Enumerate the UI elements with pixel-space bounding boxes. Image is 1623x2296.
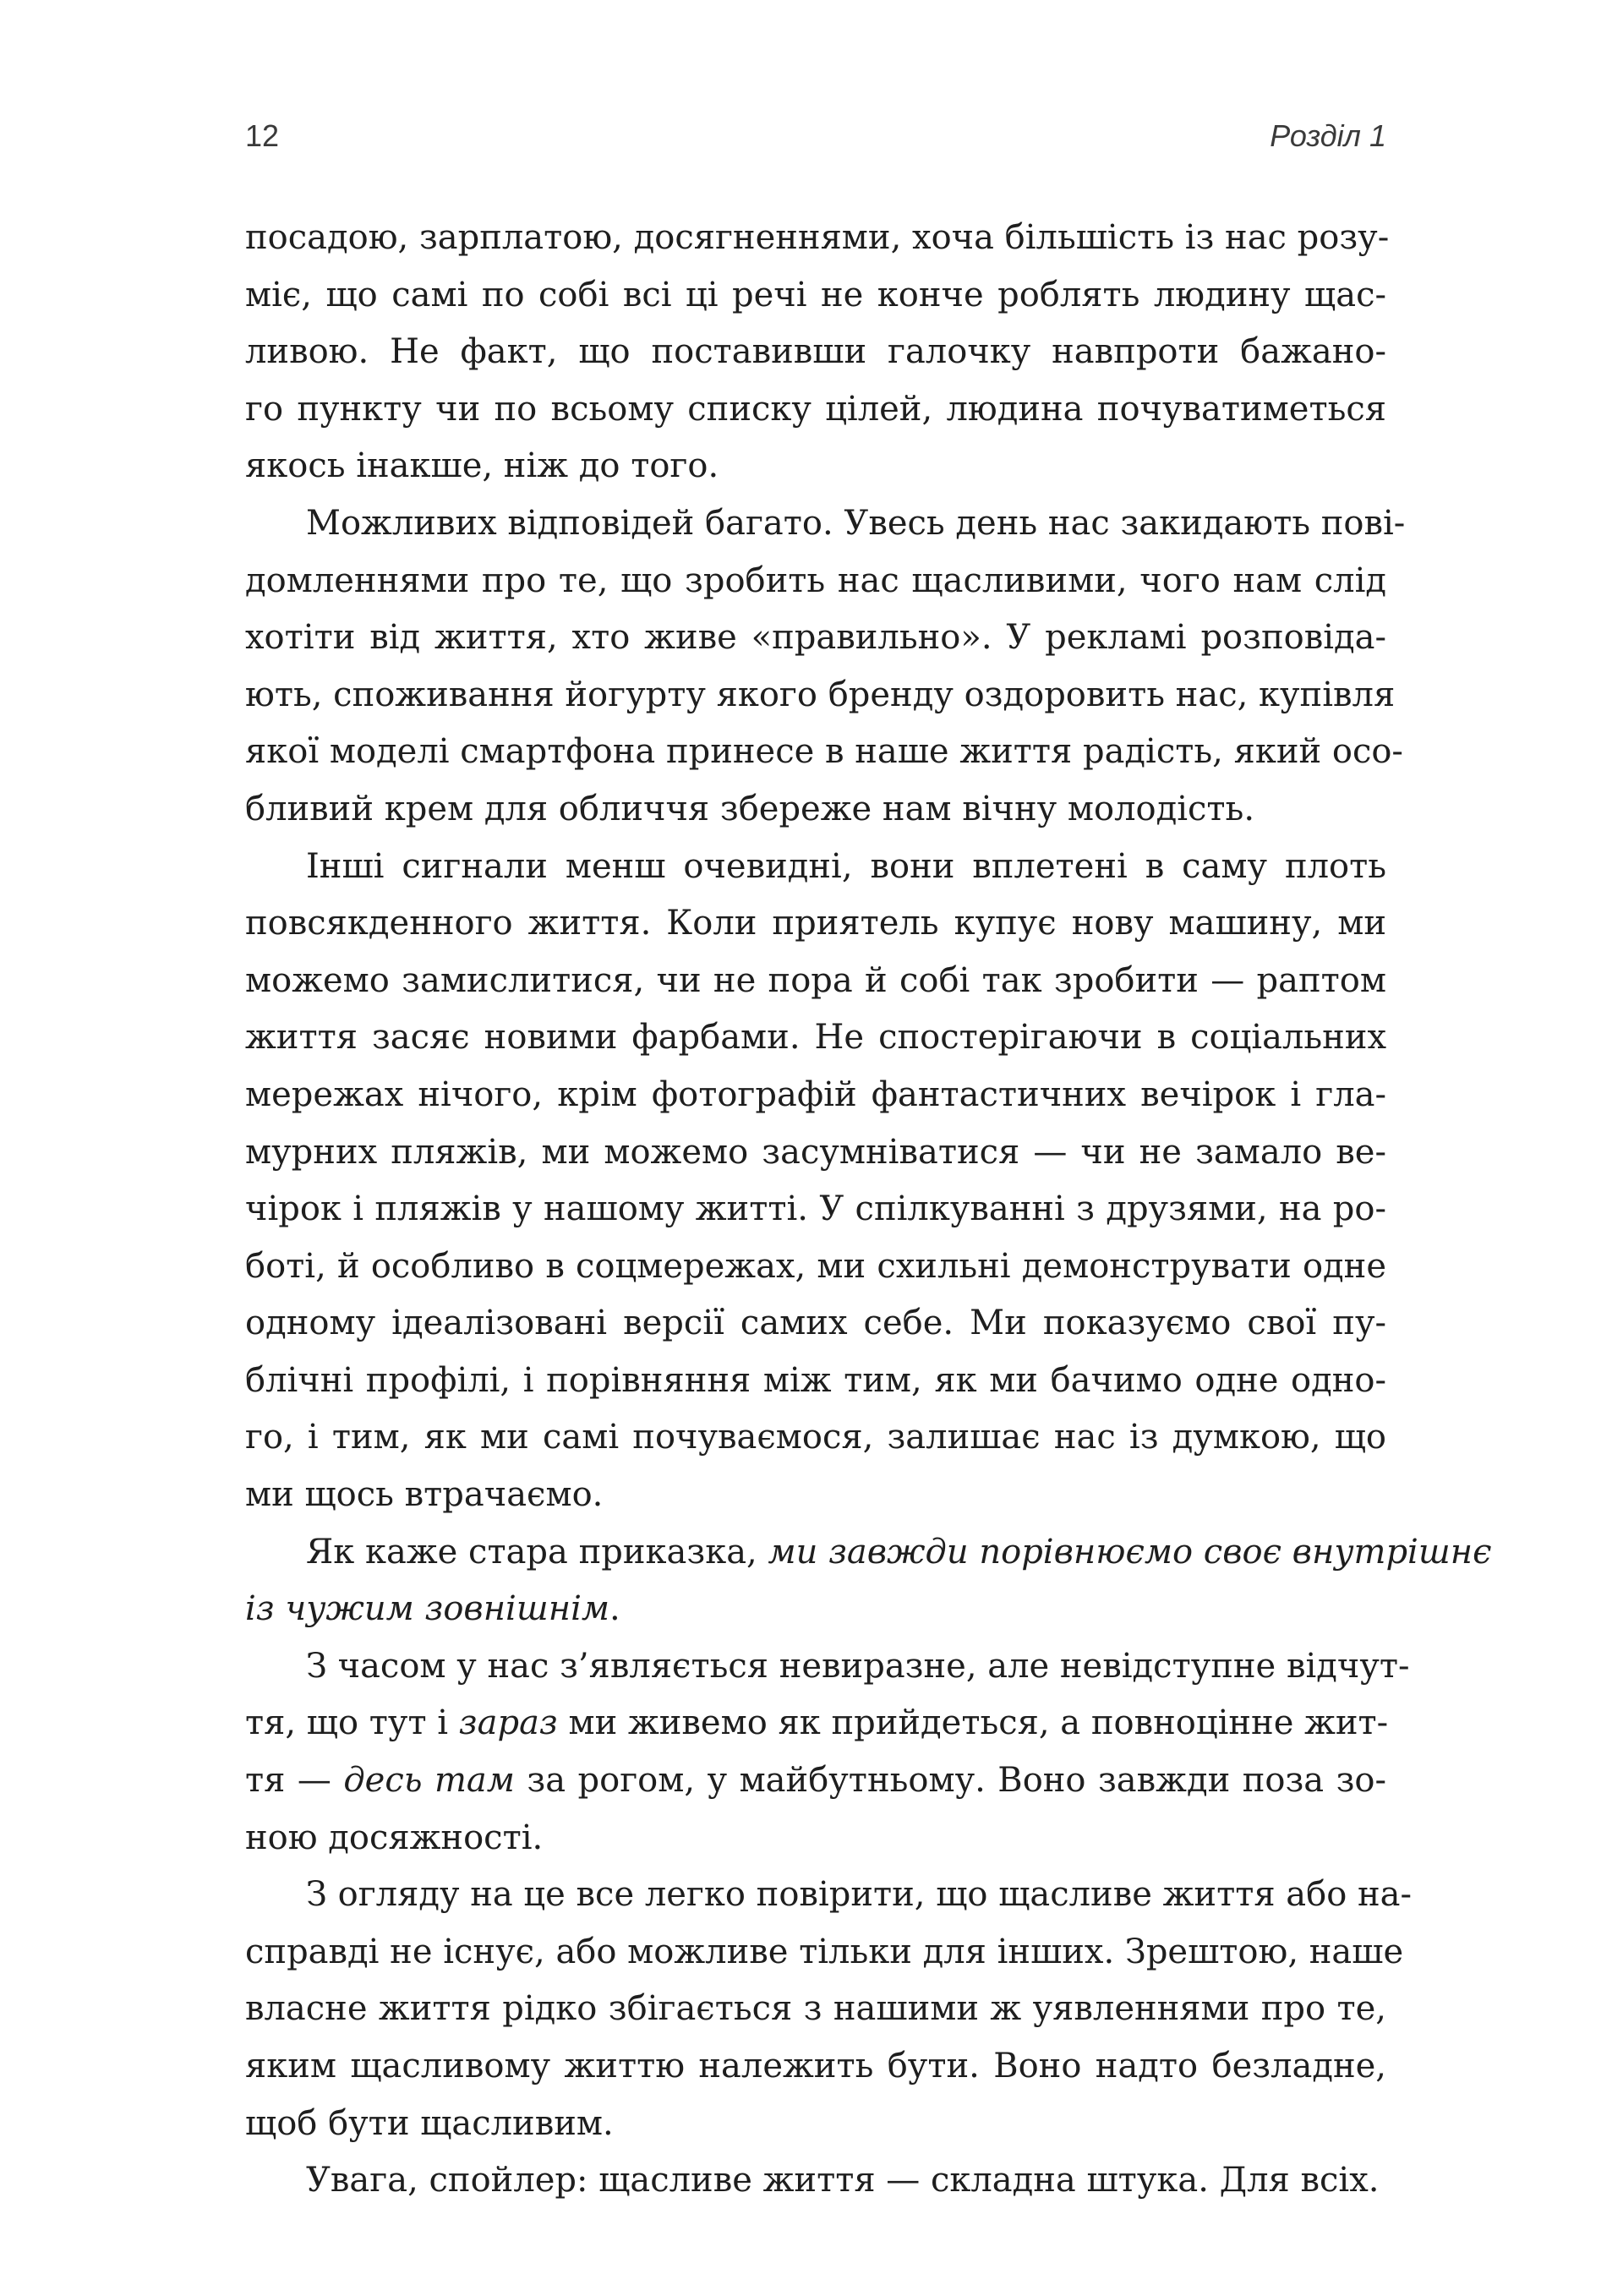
text-line xyxy=(245,667,1396,724)
italic-segment: зараз xyxy=(458,1703,558,1743)
text-line xyxy=(245,2096,1386,2153)
text-segment: ми живемо як прийдеться, а повноцінне жит- xyxy=(557,1703,1389,1743)
text-line xyxy=(245,1752,1386,1810)
text-segment: щоб бути щасливим. xyxy=(245,2103,614,2143)
text-segment: власне життя рідко збігається з нашими ж уявленнями про те, xyxy=(245,1989,1386,2029)
text-segment: можемо замислитися, чи не пора й собі так зробити — раптом xyxy=(245,960,1386,1000)
text-segment: одному ідеалізовані версії самих себе. Ми показуємо свої пу- xyxy=(245,1304,1386,1343)
text-segment: ють, споживання йогурту якого бренду оздоровить нас, купівля xyxy=(245,675,1396,714)
text-segment: якої моделі смартфона принесе в наше життя радість, який осо- xyxy=(245,732,1403,772)
text-line xyxy=(245,1524,1492,1582)
text-line xyxy=(245,1695,1389,1752)
text-line xyxy=(245,1067,1386,1124)
text-segment: домленнями про те, що зробить нас щасливими, чого нам слід xyxy=(245,560,1386,600)
text-segment: чірок і пляжів у нашому житті. У спілкуванні з друзями, на ро- xyxy=(245,1189,1386,1229)
text-line xyxy=(245,267,1386,325)
text-segment: Інші сигнали менш очевидні, вони вплетені в саму плоть xyxy=(306,846,1386,886)
text-line xyxy=(245,953,1386,1010)
text-segment: Увага, спойлер: щасливе життя — складна штука. Для всіх. xyxy=(306,2161,1380,2200)
text-line xyxy=(245,324,1386,381)
text-line xyxy=(245,839,1386,896)
text-line xyxy=(245,2038,1386,2096)
text-line xyxy=(245,1295,1386,1353)
text-line xyxy=(245,1238,1386,1296)
paragraph xyxy=(245,495,1406,839)
text-line xyxy=(245,381,1386,439)
paragraph xyxy=(245,839,1386,1524)
text-segment: посадою, зарплатою, досягненнями, хоча більшість із нас розу- xyxy=(245,218,1390,257)
text-segment: го, і тим, як ми самі почуваємося, залишає нас із думкою, що xyxy=(245,1418,1386,1457)
paragraph xyxy=(245,1638,1410,1867)
italic-segment: із чужим зовнішнім xyxy=(245,1589,610,1629)
text-line xyxy=(245,610,1386,667)
text-segment: справді не існує, або можливе тільки для інших. Зрештою, наше xyxy=(245,1932,1404,1971)
text-line xyxy=(245,1638,1410,1696)
text-segment: хотіти від життя, хто живе «правильно». У рекламі розповіда- xyxy=(245,618,1386,658)
text-segment: яким щасливому життю належить бути. Воно надто безладне, xyxy=(245,2047,1386,2086)
text-segment: за рогом, у майбутньому. Воно завжди поза зо- xyxy=(514,1761,1387,1801)
text-segment: го пункту чи по всьому списку цілей, людина почуватиметься xyxy=(245,389,1386,429)
text-line xyxy=(245,495,1406,553)
chapter-label: Розділ 1 xyxy=(1270,118,1386,153)
text-segment: Як каже стара приказка, xyxy=(306,1532,768,1572)
text-line xyxy=(245,1181,1386,1238)
paragraph xyxy=(245,210,1390,495)
text-segment: ми щось втрачаємо. xyxy=(245,1475,604,1515)
text-segment: З часом у нас з’являється невиразне, але невідступне відчут- xyxy=(306,1646,1410,1686)
text-line xyxy=(245,1124,1386,1182)
text-line xyxy=(245,438,1386,495)
text-segment: мурних пляжів, ми можемо засумніватися — чи не замало ве- xyxy=(245,1132,1386,1172)
italic-segment: ми завжди порівнюємо своє внутрішнє xyxy=(768,1532,1492,1572)
text-line xyxy=(245,1867,1413,1924)
body-text xyxy=(245,210,1492,2210)
text-line xyxy=(245,1924,1404,1982)
text-line xyxy=(245,2152,1386,2210)
text-line xyxy=(245,1409,1386,1467)
text-line xyxy=(245,1009,1386,1067)
text-line xyxy=(245,1581,1386,1638)
text-segment: міє, що самі по собі всі ці речі не конче роблять людину щас- xyxy=(245,275,1386,314)
text-line xyxy=(245,895,1386,953)
paragraph xyxy=(245,1867,1413,2152)
text-segment: тя, що тут і xyxy=(245,1703,459,1743)
text-line xyxy=(245,210,1390,267)
text-segment: З огляду на це все легко повірити, що щасливе життя або на- xyxy=(306,1875,1413,1915)
page-number: 12 xyxy=(245,118,280,153)
text-segment: Можливих відповідей багато. Увесь день нас закидають пові- xyxy=(306,503,1406,543)
text-segment: життя засяє новими фарбами. Не спостерігаючи в соціальних xyxy=(245,1018,1386,1058)
text-line xyxy=(245,781,1386,839)
paragraph xyxy=(245,1524,1492,1638)
text-line xyxy=(245,553,1386,610)
text-segment: блічні профілі, і порівняння між тим, як ми бачимо одне одно- xyxy=(245,1360,1386,1400)
text-segment: ною досяжності. xyxy=(245,1818,544,1857)
text-line xyxy=(245,1467,1386,1524)
text-segment: . xyxy=(609,1589,620,1629)
text-line xyxy=(245,1981,1386,2038)
text-segment: мережах нічого, крім фотографій фантастичних вечірок і гла- xyxy=(245,1074,1386,1114)
text-segment: ливою. Не факт, що поставивши галочку навпроти бажано- xyxy=(245,332,1386,372)
running-head xyxy=(245,118,1386,169)
text-segment: боті, й особливо в соцмережах, ми схильні демонструвати одне xyxy=(245,1246,1386,1286)
text-line xyxy=(245,724,1403,781)
text-segment: тя — xyxy=(245,1761,344,1801)
italic-segment: десь там xyxy=(343,1761,515,1801)
text-segment: якось інакше, ніж до того. xyxy=(245,446,719,486)
text-segment: бливий крем для обличчя збереже нам вічну молодість. xyxy=(245,789,1255,828)
text-segment: повсякденного життя. Коли приятель купує нову машину, ми xyxy=(245,904,1386,943)
text-line xyxy=(245,1353,1386,1410)
paragraph xyxy=(245,2152,1386,2210)
text-line xyxy=(245,1810,1386,1867)
